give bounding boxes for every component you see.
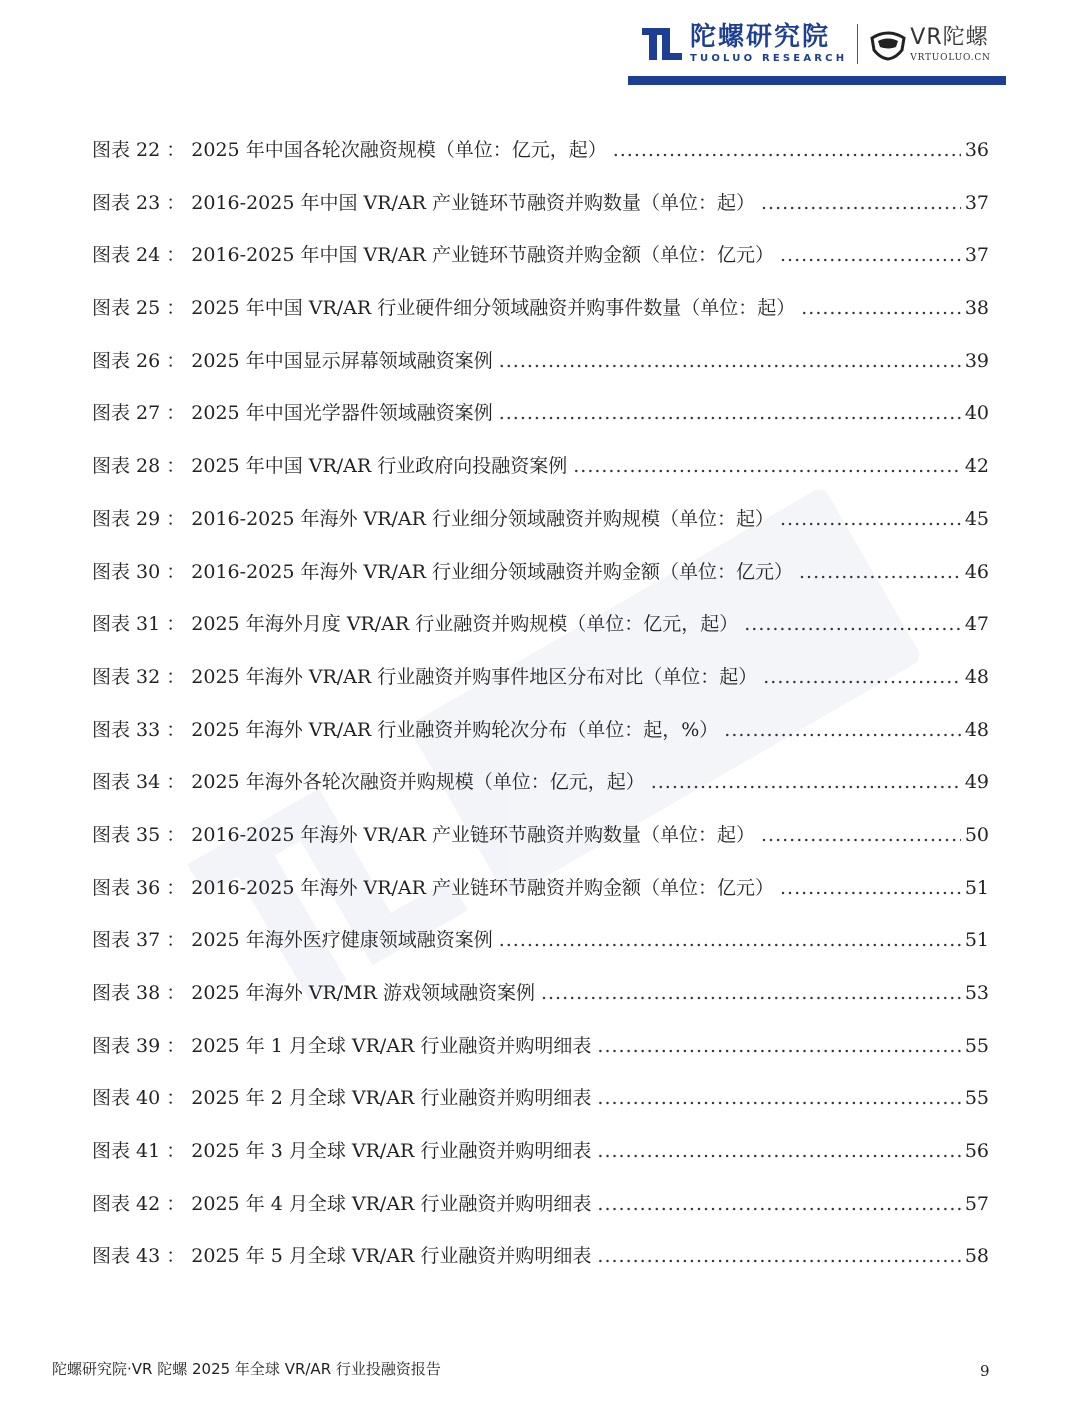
toc-leader-dots (499, 390, 961, 436)
toc-leader-dots (744, 601, 961, 647)
toc-leader-dots (573, 443, 961, 489)
toc-entry-page: 39 (964, 349, 989, 372)
toc-entry[interactable] (92, 812, 989, 865)
toc-entry-page: 38 (964, 297, 989, 320)
toc-entry-title: 图表 27 ： 2025 年中国光学器件领域融资案例 (92, 402, 493, 425)
toc-entry-page: 37 (964, 191, 989, 214)
toc-entry-title: 图表 37 ： 2025 年海外医疗健康领域融资案例 (92, 929, 493, 952)
toc-entry-page: 56 (964, 1140, 989, 1163)
toc-entry-title: 图表 32 ： 2025 年海外 VR/AR 行业融资并购事件地区分布对比（单位：起） (92, 665, 758, 688)
brand-text (690, 22, 847, 66)
toc-entry[interactable] (92, 1181, 989, 1234)
toc-entry-page: 51 (964, 929, 989, 952)
toc-entry[interactable] (92, 1233, 989, 1286)
toc-entry-title: 图表 26 ： 2025 年中国显示屏幕领域融资案例 (92, 349, 493, 372)
toc-entry-page: 55 (964, 1087, 989, 1110)
footer-report-title: 陀螺研究院·VR 陀螺 2025 年全球 VR/AR 行业投融资报告 (52, 1360, 441, 1378)
toc-leader-dots (780, 496, 961, 542)
vr-brand-url: VRTUOLUO.CN (910, 53, 991, 63)
header-accent-bar (628, 76, 1006, 85)
toc-entry[interactable] (92, 970, 989, 1023)
toc-leader-dots (597, 1128, 960, 1174)
toc-entry-page: 48 (964, 718, 989, 741)
toc-entry-title: 图表 24 ： 2016-2025 年中国 VR/AR 产业链环节融资并购金额（单位：亿元） (92, 244, 774, 267)
toc-leader-dots (780, 232, 961, 278)
toc-entry-title: 图表 36 ： 2016-2025 年海外 VR/AR 产业链环节融资并购金额（单位：亿元） (92, 876, 774, 899)
toc-entry-title: 图表 25 ： 2025 年中国 VR/AR 行业硬件细分领域融资并购事件数量（单位：起） (92, 297, 796, 320)
toc-entry-page: 36 (964, 139, 989, 161)
toc-entry[interactable] (92, 338, 989, 391)
toc-entry-title: 图表 31 ： 2025 年海外月度 VR/AR 行业融资并购规模（单位：亿元，起） (92, 613, 739, 636)
toc-entry[interactable] (92, 865, 989, 918)
toc-leader-dots (724, 707, 961, 753)
vr-brand-name-cn: VR陀螺 (910, 25, 989, 50)
toc-entry[interactable] (92, 1023, 989, 1076)
toc-leader-dots (761, 812, 961, 858)
toc-leader-dots (597, 1233, 960, 1279)
toc-entry-title: 图表 35 ： 2016-2025 年海外 VR/AR 产业链环节融资并购数量（单位：起） (92, 823, 755, 846)
toc-entry[interactable] (92, 917, 989, 970)
toc-entry[interactable] (92, 654, 989, 707)
toc-entry[interactable] (92, 707, 989, 760)
toc-leader-dots (597, 1181, 960, 1227)
toc-leader-dots (499, 338, 961, 384)
toc-entry[interactable] (92, 390, 989, 443)
toc-entry-page: 46 (964, 560, 989, 583)
toc-leader-dots (651, 759, 961, 805)
toc-entry[interactable] (92, 601, 989, 654)
toc-entry-title: 图表 38 ： 2025 年海外 VR/MR 游戏领域融资案例 (92, 982, 535, 1004)
toc-entry[interactable] (92, 285, 989, 338)
toc-entry-page: 50 (964, 823, 989, 846)
toc-entry-page: 49 (964, 771, 989, 794)
toc-entry-page: 42 (964, 455, 989, 478)
toc-entry[interactable] (92, 127, 989, 180)
toc-entry-title: 图表 34 ： 2025 年海外各轮次融资并购规模（单位：亿元，起） (92, 771, 645, 794)
toc-entry-title: 图表 41 ： 2025 年 3 月全球 VR/AR 行业融资并购明细表 (92, 1140, 592, 1163)
toc-entry-page: 45 (964, 507, 989, 530)
brand-name-cn: 陀螺研究院 (690, 22, 831, 52)
toc-entry[interactable] (92, 759, 989, 812)
toc-leader-dots (597, 1023, 960, 1069)
toc-entry-title: 图表 22 ： 2025 年中国各轮次融资规模（单位：亿元，起） (92, 139, 607, 161)
tuoluo-logo-icon (640, 22, 684, 66)
toc-entry-page: 51 (964, 876, 989, 899)
toc-entry-page: 57 (964, 1192, 989, 1215)
toc-leader-dots (801, 285, 961, 331)
toc-entry-title: 图表 43 ： 2025 年 5 月全球 VR/AR 行业融资并购明细表 (92, 1245, 592, 1268)
vr-brand-text (910, 24, 990, 64)
toc-entry-page: 37 (964, 244, 989, 267)
toc-entry[interactable] (92, 549, 989, 602)
toc-entry-page: 53 (964, 982, 989, 1004)
vr-headset-icon (868, 24, 908, 64)
toc-entry-title: 图表 23 ： 2016-2025 年中国 VR/AR 产业链环节融资并购数量（单位：起） (92, 191, 755, 214)
toc-entry-title: 图表 40 ： 2025 年 2 月全球 VR/AR 行业融资并购明细表 (92, 1087, 592, 1110)
figure-list (92, 127, 989, 1286)
toc-leader-dots (597, 1075, 960, 1121)
toc-entry-title: 图表 29 ： 2016-2025 年海外 VR/AR 行业细分领域融资并购规模（单位：起） (92, 507, 774, 530)
toc-entry[interactable] (92, 180, 989, 233)
toc-entry-page: 47 (964, 613, 989, 636)
toc-entry[interactable] (92, 443, 989, 496)
page-number: 9 (980, 1362, 990, 1380)
toc-entry[interactable] (92, 1128, 989, 1181)
toc-leader-dots (763, 654, 961, 700)
brand-logos (640, 18, 1000, 70)
toc-entry[interactable] (92, 496, 989, 549)
toc-entry-page: 58 (964, 1245, 989, 1268)
toc-leader-dots (761, 180, 961, 226)
toc-leader-dots (541, 970, 961, 1016)
toc-entry-page: 55 (964, 1034, 989, 1057)
toc-leader-dots (499, 917, 961, 963)
toc-entry-title: 图表 28 ： 2025 年中国 VR/AR 行业政府向投融资案例 (92, 455, 568, 478)
toc-leader-dots (799, 549, 961, 595)
toc-entry-title: 图表 39 ： 2025 年 1 月全球 VR/AR 行业融资并购明细表 (92, 1034, 592, 1057)
toc-entry-title: 图表 42 ： 2025 年 4 月全球 VR/AR 行业融资并购明细表 (92, 1192, 592, 1215)
toc-entry[interactable] (92, 232, 989, 285)
toc-leader-dots (613, 127, 961, 173)
logo-divider (857, 24, 858, 64)
page-header (0, 0, 1080, 95)
toc-entry-title: 图表 33 ： 2025 年海外 VR/AR 行业融资并购轮次分布（单位：起，%） (92, 718, 719, 741)
toc-entry-page: 48 (964, 665, 989, 688)
toc-entry-page: 40 (964, 402, 989, 425)
toc-leader-dots (780, 865, 961, 911)
toc-entry-title: 图表 30 ： 2016-2025 年海外 VR/AR 行业细分领域融资并购金额（单位：亿元） (92, 560, 793, 583)
brand-name-en: TUOLUO RESEARCH (690, 53, 848, 64)
toc-entry[interactable] (92, 1075, 989, 1128)
